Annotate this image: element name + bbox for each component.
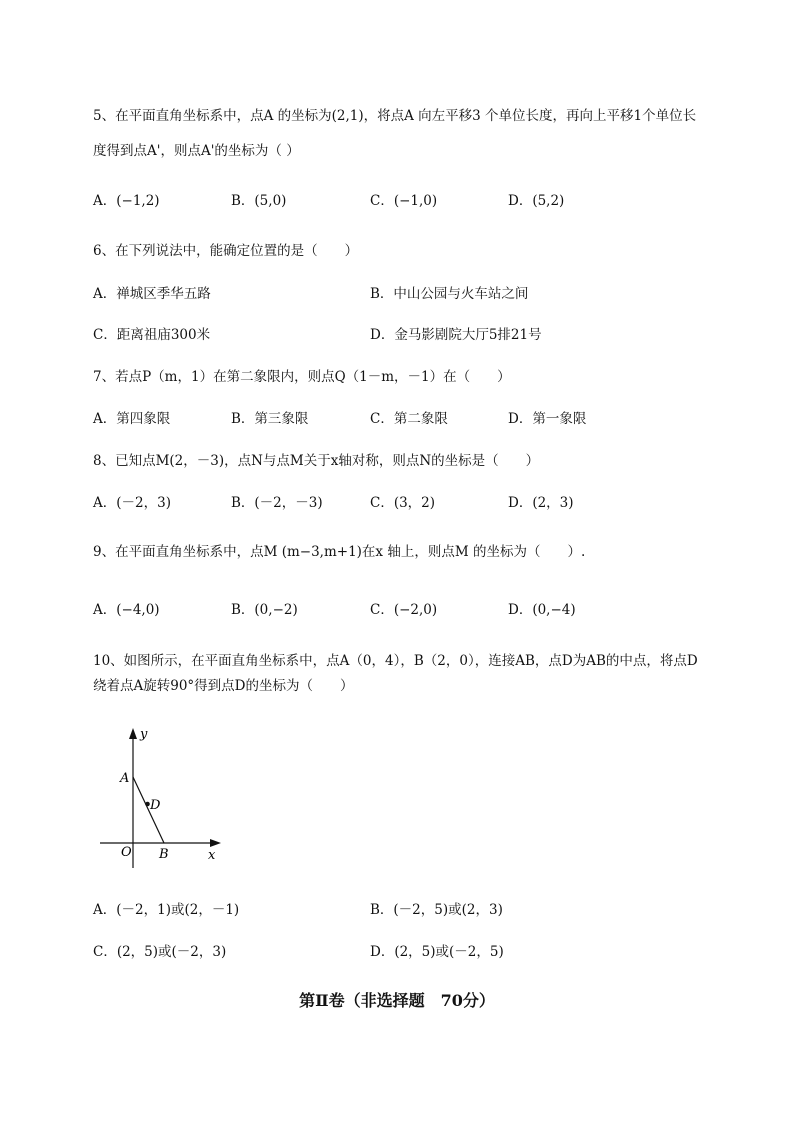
label-d: D xyxy=(150,798,161,813)
q6-option-d: D．金马影剧院大厅5排21号 xyxy=(370,327,542,343)
y-axis-arrow xyxy=(129,728,137,739)
q10-stem-line-2: 绕着点A旋转90°得到点D的坐标为（ ） xyxy=(93,678,354,694)
q10-option-d: D．(2，5)或(－2，5) xyxy=(370,944,504,960)
q8-stem: 8、已知点M(2，－3)，点N与点M关于x轴对称，则点N的坐标是（ ） xyxy=(93,453,540,469)
label-b: B xyxy=(159,847,169,862)
q5-option-a: A．(−1,2) xyxy=(93,193,160,209)
q6-option-a: A．禅城区季华五路 xyxy=(93,286,211,302)
section-heading: 第Ⅱ卷（非选择题 70分） xyxy=(299,991,495,1010)
q7-stem: 7、若点P（m，1）在第二象限内，则点Q（1－m，－1）在（ ） xyxy=(93,369,511,385)
q5-stem-line-1: 5、在平面直角坐标系中，点A 的坐标为(2,1)，将点A 向左平移3 个单位长度，再向上平移1个单位长 xyxy=(93,108,697,124)
q10-option-a: A．(－2，1)或(2，－1) xyxy=(93,902,240,918)
q10-option-b: B．(－2，5)或(2，3) xyxy=(370,902,503,918)
q10-option-c: C．(2，5)或(－2，3) xyxy=(93,944,227,960)
q5-option-c: C．(−1,0) xyxy=(370,193,438,209)
q9-stem: 9、在平面直角坐标系中，点M (m−3,m+1)在x 轴上，则点M 的坐标为（ ）. xyxy=(93,544,586,560)
q5-option-b: B．(5,0) xyxy=(231,193,287,209)
q5-stem-line-2: 度得到点A'，则点A'的坐标为（ ） xyxy=(93,143,300,159)
q6-option-c: C．距离祖庙300米 xyxy=(93,327,211,343)
q9-option-b: B．(0,−2) xyxy=(231,602,298,618)
coordinate-figure xyxy=(95,722,230,872)
q9-option-c: C．(−2,0) xyxy=(370,602,438,618)
q7-option-c: C．第二象限 xyxy=(370,411,448,427)
q8-option-a: A．(－2，3) xyxy=(93,495,171,511)
q7-option-a: A．第四象限 xyxy=(93,411,171,427)
q5-option-d: D．(5,2) xyxy=(508,193,565,209)
q10-stem-line-1: 10、如图所示，在平面直角坐标系中，点A（0，4），B（2，0），连接AB，点D为AB的中点，将点D xyxy=(93,653,698,669)
q8-option-d: D．(2，3) xyxy=(508,495,574,511)
q7-option-d: D．第一象限 xyxy=(508,411,587,427)
label-x: x xyxy=(208,848,216,863)
q8-option-b: B．(－2，－3) xyxy=(231,495,323,511)
label-a: A xyxy=(120,771,130,786)
q9-option-a: A．(−4,0) xyxy=(93,602,160,618)
q7-option-b: B．第三象限 xyxy=(231,411,309,427)
q6-option-b: B．中山公园与火车站之间 xyxy=(370,286,529,302)
label-o: O xyxy=(121,845,132,860)
q9-option-d: D．(0,−4) xyxy=(508,602,576,618)
label-y: y xyxy=(140,727,148,742)
q6-stem: 6、在下列说法中，能确定位置的是（ ） xyxy=(93,243,359,259)
q8-option-c: C．(3，2) xyxy=(370,495,436,511)
x-axis-arrow xyxy=(210,839,221,847)
